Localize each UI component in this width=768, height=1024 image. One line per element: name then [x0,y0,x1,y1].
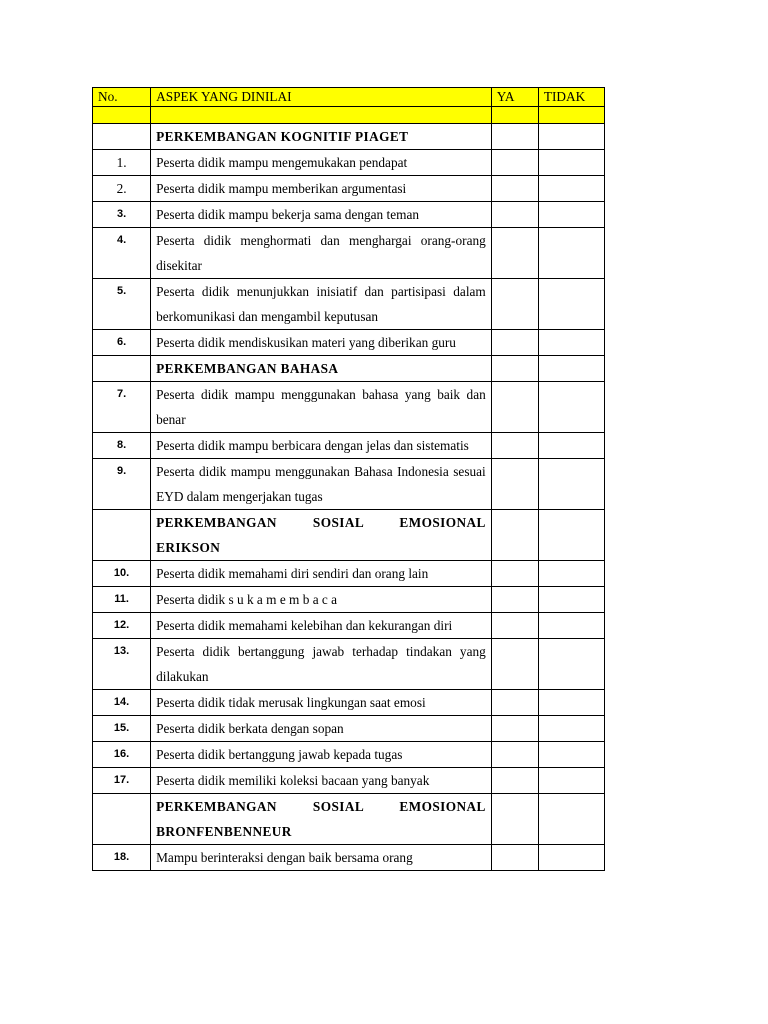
section-row [93,356,605,382]
ya-checkbox-cell[interactable] [491,124,538,150]
aspect-text: Peserta didik memiliki koleksi bacaan yang banyak [151,768,492,794]
aspect-text: Peserta didik mampu mengemukakan pendapat [151,150,492,176]
tidak-checkbox-cell[interactable] [538,561,604,587]
tidak-checkbox-cell[interactable] [538,356,604,382]
tidak-checkbox-cell[interactable] [538,459,604,510]
header-no: No. [93,88,151,107]
tidak-checkbox-cell[interactable] [538,587,604,613]
tidak-checkbox-cell[interactable] [538,768,604,794]
tidak-checkbox-cell[interactable] [538,845,604,871]
row-number: 15. [93,716,151,742]
row-number: 17. [93,768,151,794]
tidak-checkbox-cell[interactable] [538,690,604,716]
tidak-checkbox-cell[interactable] [538,202,604,228]
aspect-text: Peserta didik menghormati dan menghargai orang-orang disekitar [151,228,492,279]
section-heading: PERKEMBANGAN SOSIAL EMOSIONAL BRONFENBENNEUR [151,794,492,845]
ya-checkbox-cell[interactable] [491,742,538,768]
ya-checkbox-cell[interactable] [491,768,538,794]
aspect-text: Peserta didik berkata dengan sopan [151,716,492,742]
row-number: 16. [93,742,151,768]
table-row [93,613,605,639]
ya-checkbox-cell[interactable] [491,613,538,639]
section-heading: PERKEMBANGAN BAHASA [151,356,492,382]
table-row [93,382,605,433]
ya-checkbox-cell[interactable] [491,150,538,176]
ya-checkbox-cell[interactable] [491,510,538,561]
tidak-checkbox-cell[interactable] [538,742,604,768]
tidak-checkbox-cell[interactable] [538,228,604,279]
ya-checkbox-cell[interactable] [491,279,538,330]
section-row [93,510,605,561]
ya-checkbox-cell[interactable] [491,845,538,871]
row-number: 11. [93,587,151,613]
row-number: 18. [93,845,151,871]
tidak-checkbox-cell[interactable] [538,613,604,639]
table-row [93,202,605,228]
aspect-text: Peserta didik mampu menggunakan Bahasa Indonesia sesuai EYD dalam mengerjakan tugas [151,459,492,510]
aspect-text: Peserta didik tidak merusak lingkungan saat emosi [151,690,492,716]
tidak-checkbox-cell[interactable] [538,124,604,150]
tidak-checkbox-cell[interactable] [538,279,604,330]
table-row [93,561,605,587]
tidak-checkbox-cell[interactable] [538,330,604,356]
table-row [93,433,605,459]
aspect-text: Peserta didik mampu memberikan argumentasi [151,176,492,202]
ya-checkbox-cell[interactable] [491,690,538,716]
table-body [93,124,605,871]
ya-checkbox-cell[interactable] [491,433,538,459]
table-row [93,768,605,794]
spacer-cell [151,107,492,124]
tidak-checkbox-cell[interactable] [538,639,604,690]
row-number: 13. [93,639,151,690]
row-number: 5. [93,279,151,330]
assessment-table [92,87,605,871]
row-number: 4. [93,228,151,279]
aspect-text: Peserta didik bertanggung jawab terhadap tindakan yang dilakukan [151,639,492,690]
ya-checkbox-cell[interactable] [491,330,538,356]
table-row [93,716,605,742]
ya-checkbox-cell[interactable] [491,561,538,587]
tidak-checkbox-cell[interactable] [538,176,604,202]
header-row [93,88,605,107]
tidak-checkbox-cell[interactable] [538,794,604,845]
header-spacer-row [93,107,605,124]
section-heading: PERKEMBANGAN SOSIAL EMOSIONAL ERIKSON [151,510,492,561]
table-row [93,639,605,690]
aspect-text: Peserta didik s u k a m e m b a c a [151,587,492,613]
row-number: 6. [93,330,151,356]
ya-checkbox-cell[interactable] [491,382,538,433]
table-row [93,459,605,510]
table-row [93,228,605,279]
table-row [93,330,605,356]
aspect-text: Peserta didik bertanggung jawab kepada tugas [151,742,492,768]
row-number [93,510,151,561]
spacer-cell [93,107,151,124]
section-row [93,794,605,845]
section-heading: PERKEMBANGAN KOGNITIF PIAGET [151,124,492,150]
row-number [93,124,151,150]
ya-checkbox-cell[interactable] [491,176,538,202]
table-row [93,176,605,202]
aspect-text: Peserta didik mampu berbicara dengan jelas dan sistematis [151,433,492,459]
tidak-checkbox-cell[interactable] [538,382,604,433]
aspect-text: Peserta didik mampu menggunakan bahasa yang baik dan benar [151,382,492,433]
header-aspek: ASPEK YANG DINILAI [151,88,492,107]
row-number: 8. [93,433,151,459]
ya-checkbox-cell[interactable] [491,228,538,279]
row-number: 14. [93,690,151,716]
table-row [93,587,605,613]
header-tidak: TIDAK [538,88,604,107]
aspect-text: Peserta didik memahami kelebihan dan kekurangan diri [151,613,492,639]
aspect-text: Peserta didik mampu bekerja sama dengan teman [151,202,492,228]
tidak-checkbox-cell[interactable] [538,150,604,176]
row-number: 1. [93,150,151,176]
ya-checkbox-cell[interactable] [491,356,538,382]
row-number [93,794,151,845]
tidak-checkbox-cell[interactable] [538,716,604,742]
spacer-cell [538,107,604,124]
row-number: 2. [93,176,151,202]
ya-checkbox-cell[interactable] [491,459,538,510]
tidak-checkbox-cell[interactable] [538,433,604,459]
table-row [93,742,605,768]
header-ya: YA [491,88,538,107]
ya-checkbox-cell[interactable] [491,794,538,845]
row-number: 9. [93,459,151,510]
section-row [93,124,605,150]
table-row [93,845,605,871]
table-row [93,690,605,716]
row-number: 7. [93,382,151,433]
row-number: 10. [93,561,151,587]
ya-checkbox-cell[interactable] [491,587,538,613]
aspect-text: Mampu berinteraksi dengan baik bersama orang [151,845,492,871]
ya-checkbox-cell[interactable] [491,639,538,690]
row-number: 12. [93,613,151,639]
table-row [93,279,605,330]
aspect-text: Peserta didik menunjukkan inisiatif dan partisipasi dalam berkomunikasi dan mengambil keputusan [151,279,492,330]
table-row [93,150,605,176]
ya-checkbox-cell[interactable] [491,202,538,228]
aspect-text: Peserta didik mendiskusikan materi yang diberikan guru [151,330,492,356]
aspect-text: Peserta didik memahami diri sendiri dan orang lain [151,561,492,587]
row-number: 3. [93,202,151,228]
ya-checkbox-cell[interactable] [491,716,538,742]
tidak-checkbox-cell[interactable] [538,510,604,561]
spacer-cell [491,107,538,124]
row-number [93,356,151,382]
